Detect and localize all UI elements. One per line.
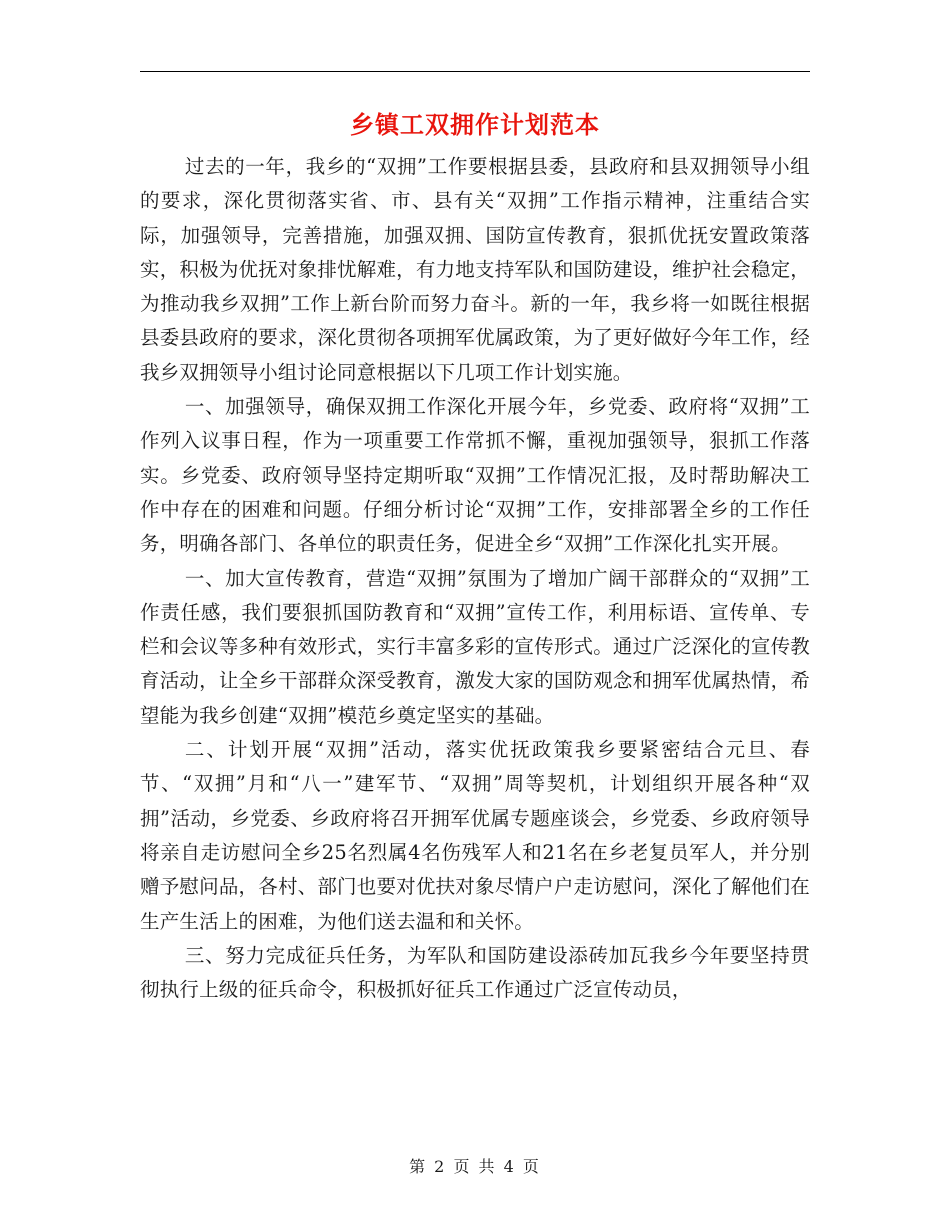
paragraph-intro: 过去的一年，我乡的“双拥”工作要根据县委，县政府和县双拥领导小组的要求，深化贯彻落实省、市、县有关“双拥”工作指示精神，注重结合实际，加强领导，完善措施，加强双拥、国防宣传教育，狠抓优抚安置政策落实，积极为优抚对象排忧解难，有力地支持军队和国防建设，维护社会稳定，为推动我乡双拥”工作上新台阶而努力奋斗。新的一年，我乡将一如既往根据县委县政府的要求，深化贯彻各项拥军优属政策，为了更好做好今年工作，经我乡双拥领导小组讨论同意根据以下几项工作计划实施。 (140, 155, 810, 384)
paragraph-activities: 二、计划开展“双拥”活动，落实优抚政策我乡要紧密结合元旦、春节、“双拥”月和“八一”建军节、“双拥”周等契机，计划组织开展各种“双拥”活动，乡党委、乡政府将召开拥军优属专题座谈会，乡党委、乡政府领导将亲自走访慰问全乡25名烈属4名伤残军人和21名在乡老复员军人，并分别赠予慰问品，各村、部门也要对优扶对象尽情户户走访慰问，深化了解他们在生产生活上的困难，为他们送去温和和关怀。 (140, 738, 810, 933)
page-number: 第 2 页 共 4 页 (409, 1157, 541, 1176)
document-body (140, 150, 810, 1007)
paragraph-leadership: 一、加强领导，确保双拥工作深化开展今年，乡党委、政府将“双拥”工作列入议事日程，作为一项重要工作常抓不懈，重视加强领导，狠抓工作落实。乡党委、政府领导坚持定期听取“双拥”工作情况汇报，及时帮助解决工作中存在的困难和问题。仔细分析讨论“双拥”工作，安排部署全乡的工作任务，明确各部门、各单位的职责任务，促进全乡“双拥”工作深化扎实开展。 (140, 395, 810, 556)
header-rule (140, 71, 810, 72)
paragraph-publicity: 一、加大宣传教育，营造“双拥”氛围为了增加广阔干部群众的“双拥”工作责任感，我们要狠抓国防教育和“双拥”宣传工作，利用标语、宣传单、专栏和会议等多种有效形式，实行丰富多彩的宣传形式。通过广泛深化的宣传教育活动，让全乡干部群众深受教育，激发大家的国防观念和拥军优属热情，希望能为我乡创建“双拥”模范乡奠定坚实的基础。 (140, 566, 810, 727)
document-title: 乡镇工双拥作计划范本 (350, 110, 600, 139)
paragraph-conscription: 三、努力完成征兵任务，为军队和国防建设添砖加瓦我乡今年要坚持贯彻执行上级的征兵命令，积极抓好征兵工作通过广泛宣传动员， (140, 943, 810, 1002)
